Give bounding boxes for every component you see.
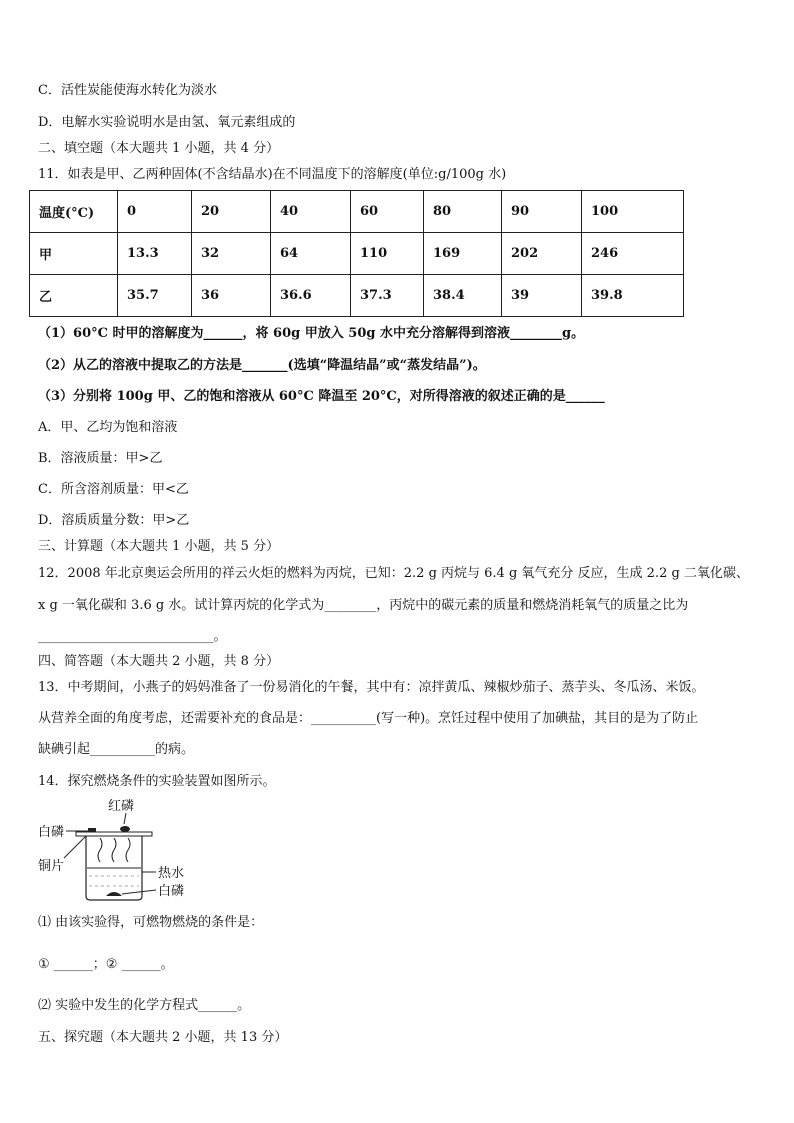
question-12-line-1: 12．2008 年北京奥运会所用的祥云火炬的燃料为丙烷，已知：2.2 g 丙烷与 6.4 g 氧气充分 反应，生成 2.2 g 二氧化碳、 xyxy=(38,566,749,581)
question-11-option-d: D．溶质质量分数：甲>乙 xyxy=(38,513,190,528)
table-header-cell: 60 xyxy=(351,191,424,233)
question-13-line-3: 缺碘引起__________的病。 xyxy=(38,742,195,757)
table-cell: 64 xyxy=(271,233,351,275)
question-12-line-3: ___________________________。 xyxy=(38,629,227,644)
question-12-line-2: x g 一氧化碳和 3.6 g 水。试计算丙烷的化学式为________，丙烷中的碳元素的质量和燃烧消耗氧气的质量之比为 xyxy=(38,598,689,613)
table-row xyxy=(30,233,684,275)
table-cell: 169 xyxy=(424,233,502,275)
section-heading-inquiry: 五、探究题（本大题共 2 小题，共 13 分） xyxy=(38,1030,288,1045)
label-red-phosphorus: 红磷 xyxy=(108,799,135,814)
question-14-stem: 14．探究燃烧条件的实验装置如图所示。 xyxy=(38,774,276,789)
table-cell: 35.7 xyxy=(118,275,192,317)
combustion-apparatus-diagram xyxy=(36,796,206,906)
question-14-part-2: ⑵ 实验中发生的化学方程式______。 xyxy=(38,998,251,1013)
table-cell: 39 xyxy=(502,275,582,317)
table-header-cell: 80 xyxy=(424,191,502,233)
white-phosphorus-underwater xyxy=(106,892,122,896)
table-cell: 39.8 xyxy=(582,275,684,317)
question-14-part-1: ⑴ 由该实验得，可燃物燃烧的条件是： xyxy=(38,915,264,930)
question-13-line-1: 13．中考期间，小燕子的妈妈准备了一份易消化的午餐，其中有：凉拌黄瓜、辣椒炒茄子、蒸芋头、冬瓜汤、米饭。 xyxy=(38,680,705,695)
white-phosphorus-piece xyxy=(88,828,96,832)
red-phosphorus-piece xyxy=(120,826,130,832)
table-cell: 乙 xyxy=(30,275,118,317)
table-cell: 36 xyxy=(192,275,271,317)
question-11-part-1: （1）60°C 时甲的溶解度为______，将 60g 甲放入 50g 水中充分溶解得到溶液________g。 xyxy=(38,326,585,341)
table-cell: 38.4 xyxy=(424,275,502,317)
label-white-phosphorus-bottom: 白磷 xyxy=(158,884,185,899)
table-header-cell: 20 xyxy=(192,191,271,233)
question-13-line-2: 从营养全面的角度考虑，还需要补充的食品是：__________(写一种)。烹饪过程中使用了加碘盐，其目的是为了防止 xyxy=(38,711,699,726)
table-header-cell: 90 xyxy=(502,191,582,233)
label-hot-water: 热水 xyxy=(158,866,185,881)
table-header-cell: 温度(°C) xyxy=(30,191,118,233)
table-cell: 202 xyxy=(502,233,582,275)
question-11-stem: 11．如表是甲、乙两种固体(不含结晶水)在不同温度下的溶解度(单位:g/100g 水) xyxy=(38,167,507,182)
table-cell: 37.3 xyxy=(351,275,424,317)
table-row xyxy=(30,275,684,317)
label-copper-plate: 铜片 xyxy=(38,859,65,874)
table-cell: 36.6 xyxy=(271,275,351,317)
copper-plate xyxy=(76,832,152,836)
question-11-option-c: C．所含溶剂质量：甲<乙 xyxy=(38,482,189,497)
label-white-phosphorus-top: 白磷 xyxy=(38,825,65,840)
question-11-part-2: （2）从乙的溶液中提取乙的方法是_______(选填“降温结晶”或“蒸发结晶”)。 xyxy=(38,358,486,373)
table-cell: 110 xyxy=(351,233,424,275)
table-header-cell: 0 xyxy=(118,191,192,233)
question-14-part-1-blanks: ① ______；② ______。 xyxy=(38,957,174,972)
table-cell: 甲 xyxy=(30,233,118,275)
solubility-table xyxy=(29,190,684,317)
table-header-cell: 40 xyxy=(271,191,351,233)
option-c: C．活性炭能使海水转化为淡水 xyxy=(38,83,217,98)
table-header-cell: 100 xyxy=(582,191,684,233)
section-heading-calculation: 三、计算题（本大题共 1 小题，共 5 分） xyxy=(38,539,280,554)
table-cell: 13.3 xyxy=(118,233,192,275)
question-11-part-3: （3）分别将 100g 甲、乙的饱和溶液从 60°C 降温至 20°C，对所得溶液的叙述正确的是______ xyxy=(38,389,605,404)
table-cell: 246 xyxy=(582,233,684,275)
section-heading-short-answer: 四、简答题（本大题共 2 小题，共 8 分） xyxy=(38,654,280,669)
table-row xyxy=(30,191,684,233)
table-cell: 32 xyxy=(192,233,271,275)
section-heading-fill-blank: 二、填空题（本大题共 1 小题，共 4 分） xyxy=(38,141,280,156)
question-11-option-a: A．甲、乙均为饱和溶液 xyxy=(38,420,178,435)
option-d: D．电解水实验说明水是由氢、氧元素组成的 xyxy=(38,115,296,130)
question-11-option-b: B．溶液质量：甲>乙 xyxy=(38,451,163,466)
